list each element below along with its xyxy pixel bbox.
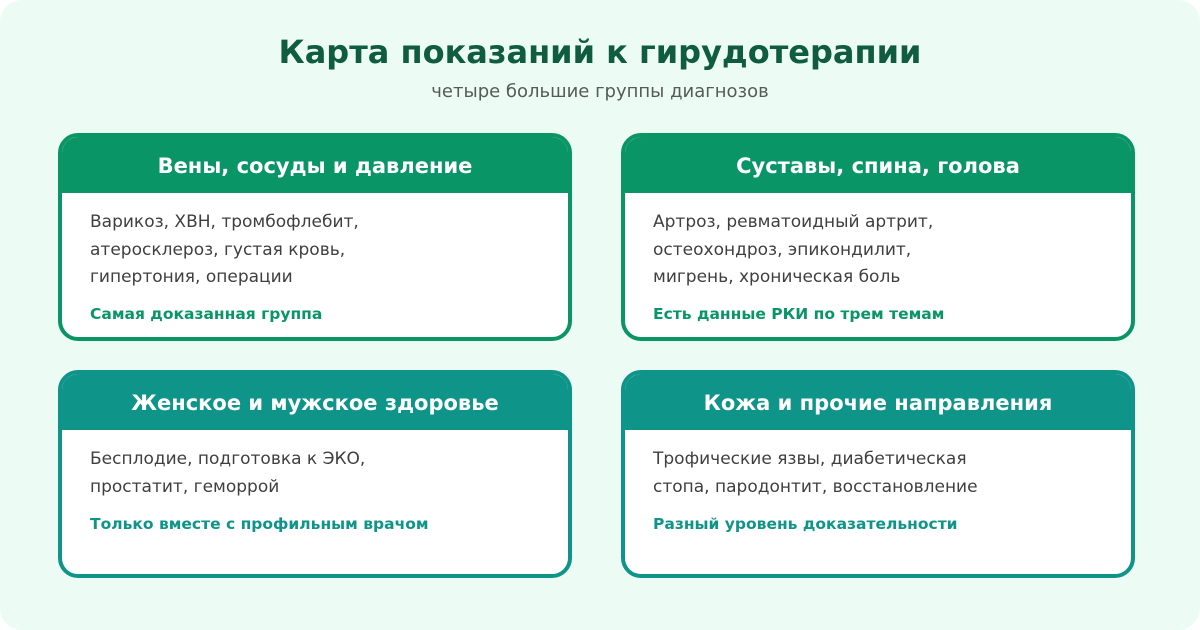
card-note: Самая доказанная группа <box>90 305 323 323</box>
card-header: Женское и мужское здоровье <box>62 374 568 430</box>
card-skin-other <box>621 370 1135 578</box>
card-veins-vessels <box>58 133 572 341</box>
page-title: Карта показаний к гирудотерапии <box>278 33 922 71</box>
card-note: Разный уровень доказательности <box>653 515 958 533</box>
card-body: Варикоз, ХВН, тромбофлебит, атеросклероз, густая кровь, гипертония, операции <box>90 212 359 287</box>
card-joints-spine <box>621 133 1135 341</box>
card-header: Кожа и прочие направления <box>625 374 1131 430</box>
card-note: Только вместе с профильным врачом <box>90 515 429 533</box>
card-body: Артроз, ревматоидный артрит, остеохондроз, эпикондилит, мигрень, хроническая боль <box>653 212 934 287</box>
card-body: Трофические язвы, диабетическая стопа, пародонтит, восстановление <box>653 449 978 497</box>
card-note: Есть данные РКИ по трем темам <box>653 305 945 323</box>
card-header: Вены, сосуды и давление <box>62 137 568 193</box>
card-header: Суставы, спина, голова <box>625 137 1131 193</box>
page-subtitle: четыре большие группы диагнозов <box>431 81 769 102</box>
card-body: Бесплодие, подготовка к ЭКО, простатит, геморрой <box>90 449 366 497</box>
card-reproductive-health <box>58 370 572 578</box>
